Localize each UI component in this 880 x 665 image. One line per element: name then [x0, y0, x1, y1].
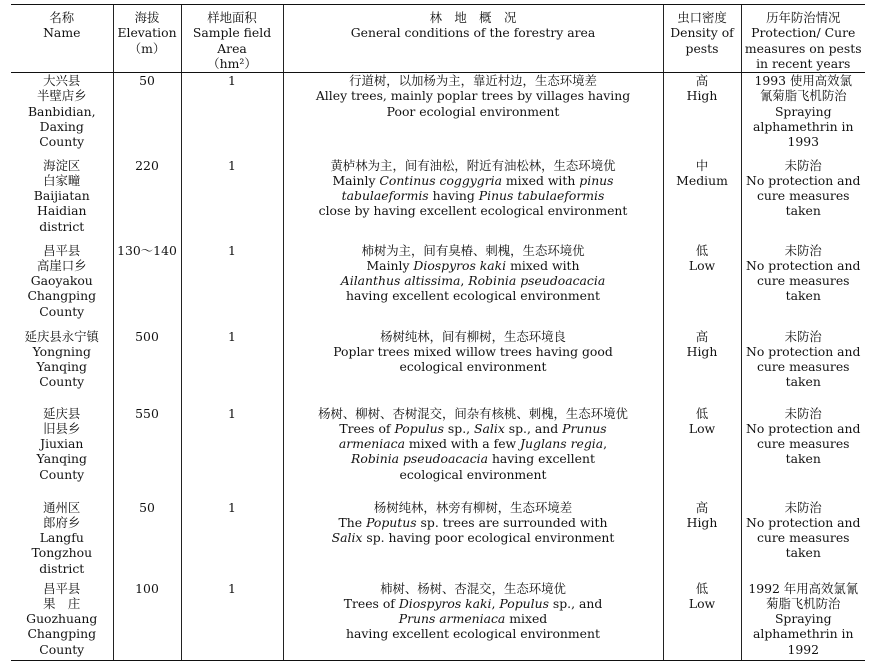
condition-line	[284, 515, 663, 530]
species-name: Pruns armeniaca	[398, 611, 506, 627]
condition-text: having excellent ecological environment	[346, 626, 600, 642]
condition-text: mixed with	[501, 172, 580, 188]
site-name-cell	[11, 406, 113, 500]
site-name-line: Changping	[27, 288, 97, 304]
density-line: Low	[688, 595, 716, 611]
elevation-cell: 220	[113, 158, 181, 243]
measures-cell	[741, 500, 865, 581]
area-cell: 1	[181, 406, 283, 500]
condition-text: mixed with	[506, 257, 580, 273]
area-cell: 1	[181, 73, 283, 158]
density-cell	[663, 500, 741, 581]
measures-line: 未防治	[784, 157, 822, 173]
condition-line	[284, 611, 663, 626]
measures-line: taken	[785, 451, 821, 467]
measures-line: taken	[785, 545, 821, 561]
condition-line	[284, 626, 663, 641]
condition-line	[284, 581, 663, 596]
condition-line	[284, 436, 663, 451]
header-conditions	[283, 5, 663, 73]
table-row	[11, 406, 865, 500]
condition-text: 柿树为主，间有臭椿、刺槐，生态环境优	[361, 242, 585, 258]
measures-line: 菊脂飞机防治	[766, 595, 841, 611]
condition-line	[284, 500, 663, 515]
condition-text: ,	[491, 595, 500, 611]
header-line: in recent years	[756, 55, 851, 71]
measures-line: 未防治	[784, 328, 822, 344]
condition-line	[284, 344, 663, 359]
measures-line: No protection and	[746, 172, 861, 188]
condition-text: sp. having poor ecological environment	[362, 530, 615, 546]
site-name-line: County	[39, 303, 85, 319]
species-name: Poputus	[366, 514, 417, 530]
condition-line	[284, 203, 663, 218]
measures-line: cure measures	[756, 530, 850, 546]
header-line: Density of	[670, 25, 734, 41]
site-name-cell	[11, 243, 113, 329]
measures-line: cure measures	[756, 188, 850, 204]
measures-line: No protection and	[746, 514, 861, 530]
condition-text: mixed with a few	[404, 436, 521, 452]
table-row	[11, 73, 865, 158]
condition-text: sp.,	[443, 420, 475, 436]
condition-line	[284, 421, 663, 436]
header-line: General conditions of the forestry area	[350, 25, 596, 41]
density-line: 低	[695, 405, 709, 421]
table-row	[11, 581, 865, 661]
measures-line: Spraying	[774, 611, 832, 627]
condition-text: Mainly	[366, 257, 414, 273]
condition-text: 杨树纯林，间有柳树，生态环境良	[380, 328, 566, 344]
condition-text: Poor ecologial environment	[386, 103, 560, 119]
site-name-line: Tongzhou	[31, 545, 93, 561]
site-name-line: 旧县乡	[43, 420, 81, 436]
conditions-cell	[283, 500, 663, 581]
measures-cell	[741, 73, 865, 158]
measures-line: 1993	[787, 134, 820, 150]
condition-text: Trees of	[339, 420, 395, 436]
species-name: Salix	[331, 530, 363, 546]
site-name-cell	[11, 581, 113, 661]
area-cell: 1	[181, 243, 283, 329]
condition-line	[284, 158, 663, 173]
site-name-line: 海淀区	[43, 157, 81, 173]
condition-line	[284, 188, 663, 203]
density-line: 中	[695, 157, 709, 173]
site-name-line: Jiuxian	[40, 436, 84, 452]
measures-cell	[741, 243, 865, 329]
site-name-line: County	[39, 374, 85, 390]
condition-line	[284, 467, 663, 482]
site-name-line: County	[39, 134, 85, 150]
density-line: Low	[688, 420, 716, 436]
area-cell: 1	[181, 500, 283, 581]
site-name-cell	[11, 158, 113, 243]
table-row	[11, 329, 865, 406]
species-name: Ailanthus altissima	[340, 273, 461, 289]
header-line: 样地面积	[207, 10, 257, 25]
table-row	[11, 500, 865, 581]
site-name-line: 昌平县	[43, 242, 81, 258]
species-name: pinus	[579, 172, 614, 188]
species-name: tabulaeformis	[341, 188, 429, 204]
site-name-line: Yongning	[32, 343, 91, 359]
header-line: （hm²）	[207, 55, 257, 71]
density-cell	[663, 581, 741, 661]
condition-text: Alley trees, mainly poplar trees by villages having	[315, 88, 631, 104]
site-name-line: 果 庄	[43, 595, 81, 611]
condition-text: having excellent ecological environment	[346, 288, 600, 304]
condition-text: Poplar trees mixed willow trees having good	[333, 343, 613, 359]
measures-line: No protection and	[746, 343, 861, 359]
site-name-line: 郎府乡	[43, 514, 81, 530]
density-cell	[663, 158, 741, 243]
site-name-line: 通州区	[43, 499, 81, 515]
condition-text: sp., and	[504, 420, 563, 436]
site-name-line: 白家疃	[43, 172, 81, 188]
site-name-line: Yanqing	[36, 451, 87, 467]
density-line: 低	[695, 580, 709, 596]
elevation-cell: 100	[113, 581, 181, 661]
header-measures	[741, 5, 865, 73]
condition-text: ecological environment	[399, 359, 547, 375]
condition-line	[284, 596, 663, 611]
measures-line: 1992	[787, 641, 820, 657]
density-cell	[663, 329, 741, 406]
measures-line: 未防治	[784, 242, 822, 258]
conditions-cell	[283, 581, 663, 661]
measures-cell	[741, 581, 865, 661]
condition-line	[284, 173, 663, 188]
condition-text: mixed	[505, 611, 548, 627]
measures-line: taken	[785, 203, 821, 219]
condition-line	[284, 88, 663, 103]
density-line: Low	[688, 257, 716, 273]
elevation-cell: 50	[113, 500, 181, 581]
area-cell: 1	[181, 581, 283, 661]
site-name-line: Haidian	[37, 203, 87, 219]
condition-line	[284, 359, 663, 374]
condition-text: having excellent	[488, 451, 595, 467]
condition-text: 杨树、柳树、杏树混交，间杂有核桃、刺槐，生态环境优	[318, 405, 628, 421]
area-cell: 1	[181, 158, 283, 243]
density-cell	[663, 243, 741, 329]
measures-cell	[741, 406, 865, 500]
density-line: High	[686, 514, 718, 530]
header-line: （m）	[128, 40, 166, 56]
elevation-cell: 50	[113, 73, 181, 158]
header-line: Sample field	[192, 25, 272, 41]
header-line: 林 地 概 况	[429, 10, 517, 25]
header-line: measures on pests	[744, 40, 862, 56]
site-name-line: 昌平县	[43, 580, 81, 596]
site-name-line: County	[39, 466, 85, 482]
condition-text: ,	[603, 436, 608, 452]
condition-text: sp., and	[548, 595, 603, 611]
measures-line: cure measures	[756, 436, 850, 452]
condition-text: Mainly	[332, 172, 380, 188]
header-line: Protection/ Cure	[751, 25, 856, 41]
measures-line: alphamethrin in	[753, 626, 854, 642]
conditions-cell	[283, 243, 663, 329]
measures-line: alphamethrin in	[753, 118, 854, 134]
site-name-line: County	[39, 641, 85, 657]
density-line: High	[686, 88, 718, 104]
species-name: Diospyros kaki	[398, 595, 492, 611]
density-line: 高	[695, 73, 709, 88]
header-line: 名称	[49, 10, 75, 25]
conditions-cell	[283, 406, 663, 500]
species-name: Diospyros kaki	[413, 257, 507, 273]
condition-line	[284, 258, 663, 273]
condition-line	[284, 243, 663, 258]
condition-line	[284, 530, 663, 545]
header-density	[663, 5, 741, 73]
species-name: Robinia pseudoacacia	[468, 273, 606, 289]
condition-line	[284, 73, 663, 88]
site-name-line: Yanqing	[36, 359, 87, 375]
table-row	[11, 158, 865, 243]
species-name: armeniaca	[338, 436, 405, 452]
measures-line: No protection and	[746, 257, 861, 273]
header-line: 虫口密度	[677, 10, 727, 25]
header-line: Name	[43, 25, 81, 41]
site-name-cell	[11, 329, 113, 406]
density-line: High	[686, 343, 718, 359]
site-name-line: Daxing	[39, 118, 84, 134]
forest-survey-table	[11, 4, 865, 661]
condition-text: The	[338, 514, 367, 530]
condition-text: 黄栌林为主，间有油松，附近有油松林，生态环境优	[330, 157, 616, 173]
header-line: 海拔	[134, 10, 160, 25]
measures-line: 1992 年用高效氯氰	[748, 580, 859, 596]
header-area	[181, 5, 283, 73]
species-name: Prunus	[562, 420, 607, 436]
site-name-cell	[11, 73, 113, 158]
condition-line	[284, 104, 663, 119]
density-line: 低	[695, 242, 709, 258]
condition-line	[284, 273, 663, 288]
table-row	[11, 243, 865, 329]
density-cell	[663, 406, 741, 500]
conditions-cell	[283, 158, 663, 243]
site-name-line: 延庆县	[43, 405, 81, 421]
header-row	[11, 5, 865, 73]
site-name-line: Langfu	[39, 530, 84, 546]
elevation-cell: 500	[113, 329, 181, 406]
site-name-cell	[11, 500, 113, 581]
header-line: 历年防治情况	[766, 10, 841, 25]
measures-line: cure measures	[756, 359, 850, 375]
site-name-line: Changping	[27, 626, 97, 642]
species-name: Pinus tabulaeformis	[478, 188, 605, 204]
header-line: Elevation	[117, 25, 177, 41]
species-name: Continus coggygria	[379, 172, 502, 188]
species-name: Populus	[394, 420, 444, 436]
condition-line	[284, 451, 663, 466]
site-name-line: 高崖口乡	[36, 257, 87, 273]
species-name: Juglans regia	[520, 436, 604, 452]
condition-text: 柿树、杨树、杏混交，生态环境优	[380, 580, 566, 596]
species-name: Populus	[499, 595, 549, 611]
measures-line: 1993 使用高效氯	[754, 73, 852, 88]
condition-text: Trees of	[343, 595, 399, 611]
condition-line	[284, 329, 663, 344]
table-body	[11, 73, 865, 661]
site-name-line: Banbidian,	[27, 103, 96, 119]
species-name: Robinia pseudoacacia	[351, 451, 488, 467]
measures-line: 氰菊脂飞机防治	[759, 88, 847, 104]
measures-line: Spraying	[774, 103, 832, 119]
table-header	[11, 5, 865, 73]
header-name	[11, 5, 113, 73]
site-name-line: district	[39, 560, 85, 576]
measures-cell	[741, 329, 865, 406]
site-name-line: district	[39, 218, 85, 234]
measures-line: taken	[785, 374, 821, 390]
measures-cell	[741, 158, 865, 243]
site-name-line: Baijiatan	[33, 188, 90, 204]
density-line: 高	[695, 328, 709, 344]
header-line: pests	[685, 40, 719, 56]
condition-line	[284, 288, 663, 303]
condition-text: ,	[460, 273, 469, 289]
conditions-cell	[283, 73, 663, 158]
elevation-cell: 550	[113, 406, 181, 500]
site-name-line: 大兴县	[43, 73, 81, 88]
site-name-line: Gaoyakou	[30, 273, 93, 289]
condition-text: 杨树纯林，林旁有柳树，生态环境差	[373, 499, 573, 515]
condition-line	[284, 406, 663, 421]
condition-text: 行道树，以加杨为主，靠近村边，生态环境差	[349, 73, 597, 88]
conditions-cell	[283, 329, 663, 406]
header-elevation	[113, 5, 181, 73]
density-line: Medium	[676, 172, 728, 188]
elevation-cell: 130～140	[113, 243, 181, 329]
density-line: 高	[695, 499, 709, 515]
species-name: Salix	[474, 420, 505, 436]
measures-line: taken	[785, 288, 821, 304]
condition-text: sp. trees are surrounded with	[416, 514, 608, 530]
density-cell	[663, 73, 741, 158]
measures-line: 未防治	[784, 499, 822, 515]
site-name-line: 半壁店乡	[36, 88, 87, 104]
condition-text: having	[428, 188, 479, 204]
header-line: Area	[217, 40, 247, 56]
measures-line: 未防治	[784, 405, 822, 421]
area-cell: 1	[181, 329, 283, 406]
site-name-line: 延庆县永宁镇	[24, 328, 99, 344]
measures-line: cure measures	[756, 273, 850, 289]
site-name-line: Guozhuang	[26, 611, 98, 627]
condition-text: close by having excellent ecological environment	[318, 203, 628, 219]
measures-line: No protection and	[746, 420, 861, 436]
condition-text: ecological environment	[399, 466, 547, 482]
